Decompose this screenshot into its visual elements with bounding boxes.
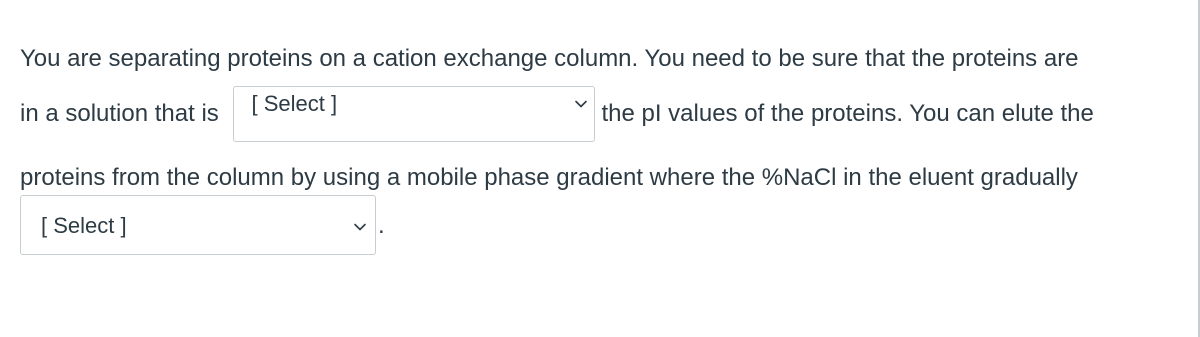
solution-condition-select-value: [ Select ]	[251, 91, 338, 116]
nacl-gradient-select-value: [ Select ]	[41, 213, 127, 238]
question-line-2-suffix: the pI values of the proteins. You can elute the	[601, 100, 1094, 127]
question-line-4	[20, 196, 385, 239]
question-line-3: proteins from the column by using a mobile phase gradient where the %NaCl in the eluent gradually	[20, 164, 1078, 191]
question-line-1: You are separating proteins on a cation exchange column. You need to be sure that the proteins are	[20, 45, 1079, 72]
nacl-gradient-select[interactable]	[20, 195, 376, 255]
question-line-2-prefix: in a solution that is	[20, 100, 219, 127]
question-line-2	[20, 91, 1094, 132]
chevron-down-icon	[574, 97, 588, 111]
solution-condition-select[interactable]	[233, 86, 595, 142]
sentence-period: .	[378, 212, 385, 239]
chevron-down-icon	[353, 220, 367, 234]
